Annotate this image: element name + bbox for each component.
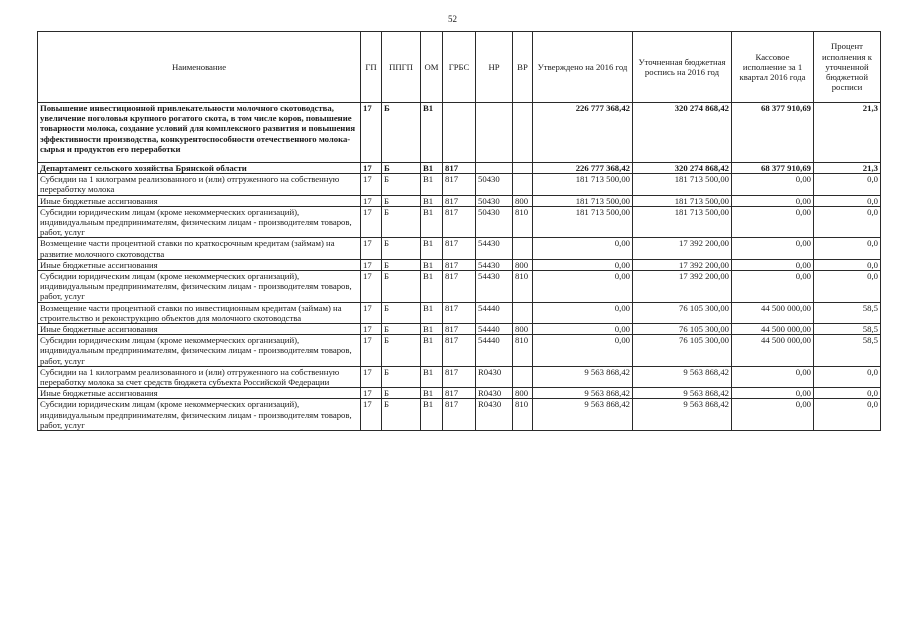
cell-gp: 17 xyxy=(361,206,382,238)
cell-percent: 0,0 xyxy=(814,195,881,206)
cell-refined: 76 105 300,00 xyxy=(633,324,732,335)
table-row xyxy=(38,238,881,259)
cell-vr xyxy=(513,163,533,174)
cell-vr: 800 xyxy=(513,388,533,399)
cell-percent: 0,0 xyxy=(814,388,881,399)
cell-percent: 0,0 xyxy=(814,399,881,431)
cell-refined: 9 563 868,42 xyxy=(633,399,732,431)
cell-vr xyxy=(513,238,533,259)
cell-percent: 0,0 xyxy=(814,206,881,238)
cell-refined: 76 105 300,00 xyxy=(633,302,732,323)
cell-vr: 800 xyxy=(513,324,533,335)
table-row xyxy=(38,103,881,163)
cell-gp: 17 xyxy=(361,271,382,303)
header-om: ОМ xyxy=(421,32,443,103)
table-row xyxy=(38,174,881,195)
cell-name: Повышение инвестиционной привлекательности молочного скотоводства, увеличение поголовья крупного рогатого скота, в том числе коров, повышение товарности молока, создание условий для комплексного развития и повышения эффективности производства, конкурентоспособности отечественного молока-сырья и продуктов его переработки xyxy=(38,103,361,163)
cell-vr: 810 xyxy=(513,335,533,367)
cell-om: В1 xyxy=(421,259,443,270)
cell-nr: R0430 xyxy=(476,399,513,431)
table-row xyxy=(38,163,881,174)
cell-cash: 68 377 910,69 xyxy=(732,103,814,163)
table-row xyxy=(38,206,881,238)
cell-cash: 68 377 910,69 xyxy=(732,163,814,174)
table-row xyxy=(38,259,881,270)
cell-om: В1 xyxy=(421,271,443,303)
cell-om: В1 xyxy=(421,163,443,174)
header-grbs: ГРБС xyxy=(443,32,476,103)
cell-grbs: 817 xyxy=(443,388,476,399)
cell-nr xyxy=(476,103,513,163)
cell-approved: 0,00 xyxy=(533,238,633,259)
cell-gp: 17 xyxy=(361,238,382,259)
cell-gp: 17 xyxy=(361,388,382,399)
cell-name: Субсидии на 1 килограмм реализованного и (или) отгруженного на собственную переработку молока xyxy=(38,174,361,195)
cell-grbs: 817 xyxy=(443,206,476,238)
cell-name: Возмещение части процентной ставки по краткосрочным кредитам (займам) на развитие молочного скотоводства xyxy=(38,238,361,259)
cell-grbs: 817 xyxy=(443,366,476,387)
cell-gp: 17 xyxy=(361,103,382,163)
cell-percent: 58,5 xyxy=(814,324,881,335)
cell-approved: 226 777 368,42 xyxy=(533,163,633,174)
cell-om: В1 xyxy=(421,302,443,323)
header-ppgp: ППГП xyxy=(382,32,421,103)
cell-approved: 9 563 868,42 xyxy=(533,399,633,431)
cell-om: В1 xyxy=(421,206,443,238)
cell-name: Субсидии юридическим лицам (кроме некоммерческих организаций), индивидуальным предпринимателям, физическим лицам - производителям товаров, работ, услуг xyxy=(38,335,361,367)
cell-percent: 0,0 xyxy=(814,238,881,259)
cell-approved: 0,00 xyxy=(533,271,633,303)
header-percent: Процент исполнения к уточненной бюджетной росписи xyxy=(814,32,881,103)
cell-cash: 0,00 xyxy=(732,174,814,195)
cell-refined: 181 713 500,00 xyxy=(633,206,732,238)
cell-grbs: 817 xyxy=(443,238,476,259)
cell-refined: 17 392 200,00 xyxy=(633,238,732,259)
cell-vr xyxy=(513,103,533,163)
table-row xyxy=(38,302,881,323)
cell-approved: 181 713 500,00 xyxy=(533,206,633,238)
cell-nr: 50430 xyxy=(476,174,513,195)
cell-percent: 0,0 xyxy=(814,174,881,195)
cell-gp: 17 xyxy=(361,324,382,335)
cell-percent: 0,0 xyxy=(814,366,881,387)
cell-cash: 0,00 xyxy=(732,195,814,206)
header-gp: ГП xyxy=(361,32,382,103)
cell-refined: 181 713 500,00 xyxy=(633,195,732,206)
table-row xyxy=(38,388,881,399)
cell-percent: 21,3 xyxy=(814,163,881,174)
cell-ppgp: Б xyxy=(382,163,421,174)
table-row xyxy=(38,324,881,335)
cell-grbs: 817 xyxy=(443,174,476,195)
table-body xyxy=(38,103,881,431)
cell-approved: 9 563 868,42 xyxy=(533,366,633,387)
cell-refined: 9 563 868,42 xyxy=(633,388,732,399)
cell-vr xyxy=(513,366,533,387)
cell-cash: 44 500 000,00 xyxy=(732,324,814,335)
cell-name: Иные бюджетные ассигнования xyxy=(38,259,361,270)
cell-cash: 0,00 xyxy=(732,259,814,270)
cell-name: Субсидии юридическим лицам (кроме некоммерческих организаций), индивидуальным предпринимателям, физическим лицам - производителям товаров, работ, услуг xyxy=(38,399,361,431)
table-row xyxy=(38,399,881,431)
cell-name: Иные бюджетные ассигнования xyxy=(38,388,361,399)
cell-vr: 810 xyxy=(513,271,533,303)
cell-ppgp: Б xyxy=(382,195,421,206)
table-header-row xyxy=(38,32,881,103)
cell-nr: 54440 xyxy=(476,302,513,323)
cell-name: Субсидии на 1 килограмм реализованного и (или) отгруженного на собственную переработку молока за счет средств бюджета субъекта Российской Федерации xyxy=(38,366,361,387)
table-row xyxy=(38,195,881,206)
cell-om: В1 xyxy=(421,103,443,163)
cell-cash: 44 500 000,00 xyxy=(732,335,814,367)
cell-nr: 50430 xyxy=(476,206,513,238)
cell-ppgp: Б xyxy=(382,335,421,367)
header-refined: Уточненная бюджетная роспись на 2016 год xyxy=(633,32,732,103)
cell-om: В1 xyxy=(421,366,443,387)
header-nr: НР xyxy=(476,32,513,103)
cell-om: В1 xyxy=(421,174,443,195)
cell-percent: 58,5 xyxy=(814,335,881,367)
cell-ppgp: Б xyxy=(382,388,421,399)
cell-approved: 181 713 500,00 xyxy=(533,174,633,195)
cell-ppgp: Б xyxy=(382,238,421,259)
cell-om: В1 xyxy=(421,335,443,367)
cell-approved: 226 777 368,42 xyxy=(533,103,633,163)
cell-name: Департамент сельского хозяйства Брянской области xyxy=(38,163,361,174)
cell-name: Возмещение части процентной ставки по инвестиционным кредитам (займам) на строительство и реконструкцию объектов для молочного скотоводства xyxy=(38,302,361,323)
cell-percent: 0,0 xyxy=(814,271,881,303)
cell-cash: 0,00 xyxy=(732,399,814,431)
table-row xyxy=(38,335,881,367)
cell-nr: 54430 xyxy=(476,271,513,303)
cell-approved: 9 563 868,42 xyxy=(533,388,633,399)
cell-name: Иные бюджетные ассигнования xyxy=(38,324,361,335)
cell-om: В1 xyxy=(421,324,443,335)
cell-grbs: 817 xyxy=(443,335,476,367)
cell-name: Субсидии юридическим лицам (кроме некоммерческих организаций), индивидуальным предпринимателям, физическим лицам - производителям товаров, работ, услуг xyxy=(38,206,361,238)
cell-gp: 17 xyxy=(361,174,382,195)
cell-ppgp: Б xyxy=(382,366,421,387)
cell-nr: R0430 xyxy=(476,366,513,387)
cell-refined: 9 563 868,42 xyxy=(633,366,732,387)
cell-approved: 0,00 xyxy=(533,324,633,335)
cell-nr: 50430 xyxy=(476,195,513,206)
cell-cash: 0,00 xyxy=(732,238,814,259)
cell-vr: 810 xyxy=(513,206,533,238)
cell-refined: 320 274 868,42 xyxy=(633,103,732,163)
cell-gp: 17 xyxy=(361,259,382,270)
cell-grbs: 817 xyxy=(443,302,476,323)
cell-cash: 0,00 xyxy=(732,206,814,238)
cell-ppgp: Б xyxy=(382,174,421,195)
cell-grbs: 817 xyxy=(443,271,476,303)
cell-vr: 810 xyxy=(513,399,533,431)
cell-refined: 181 713 500,00 xyxy=(633,174,732,195)
cell-approved: 0,00 xyxy=(533,302,633,323)
table-row xyxy=(38,271,881,303)
cell-om: В1 xyxy=(421,399,443,431)
cell-om: В1 xyxy=(421,238,443,259)
cell-gp: 17 xyxy=(361,195,382,206)
cell-approved: 181 713 500,00 xyxy=(533,195,633,206)
cell-ppgp: Б xyxy=(382,206,421,238)
cell-ppgp: Б xyxy=(382,302,421,323)
cell-nr: 54440 xyxy=(476,324,513,335)
cell-grbs: 817 xyxy=(443,195,476,206)
cell-grbs xyxy=(443,103,476,163)
cell-nr: 54440 xyxy=(476,335,513,367)
table-row xyxy=(38,366,881,387)
cell-grbs: 817 xyxy=(443,259,476,270)
cell-cash: 0,00 xyxy=(732,366,814,387)
cell-ppgp: Б xyxy=(382,324,421,335)
cell-gp: 17 xyxy=(361,163,382,174)
header-cash: Кассовое исполнение за 1 квартал 2016 года xyxy=(732,32,814,103)
cell-ppgp: Б xyxy=(382,271,421,303)
header-vr: ВР xyxy=(513,32,533,103)
cell-grbs: 817 xyxy=(443,399,476,431)
cell-percent: 21,3 xyxy=(814,103,881,163)
budget-table xyxy=(37,31,881,431)
header-name: Наименование xyxy=(38,32,361,103)
cell-nr: R0430 xyxy=(476,388,513,399)
cell-nr xyxy=(476,163,513,174)
cell-cash: 44 500 000,00 xyxy=(732,302,814,323)
cell-name: Субсидии юридическим лицам (кроме некоммерческих организаций), индивидуальным предпринимателям, физическим лицам - производителям товаров, работ, услуг xyxy=(38,271,361,303)
cell-refined: 17 392 200,00 xyxy=(633,271,732,303)
cell-approved: 0,00 xyxy=(533,335,633,367)
cell-om: В1 xyxy=(421,388,443,399)
page-number: 52 xyxy=(448,14,457,24)
cell-ppgp: Б xyxy=(382,399,421,431)
cell-gp: 17 xyxy=(361,335,382,367)
cell-ppgp: Б xyxy=(382,103,421,163)
cell-grbs: 817 xyxy=(443,163,476,174)
cell-vr xyxy=(513,174,533,195)
header-approved: Утверждено на 2016 год xyxy=(533,32,633,103)
cell-refined: 76 105 300,00 xyxy=(633,335,732,367)
cell-grbs: 817 xyxy=(443,324,476,335)
cell-ppgp: Б xyxy=(382,259,421,270)
cell-nr: 54430 xyxy=(476,259,513,270)
cell-gp: 17 xyxy=(361,302,382,323)
cell-percent: 0,0 xyxy=(814,259,881,270)
cell-percent: 58,5 xyxy=(814,302,881,323)
cell-approved: 0,00 xyxy=(533,259,633,270)
cell-cash: 0,00 xyxy=(732,388,814,399)
cell-cash: 0,00 xyxy=(732,271,814,303)
cell-gp: 17 xyxy=(361,399,382,431)
cell-vr: 800 xyxy=(513,259,533,270)
cell-om: В1 xyxy=(421,195,443,206)
cell-vr xyxy=(513,302,533,323)
cell-name: Иные бюджетные ассигнования xyxy=(38,195,361,206)
cell-gp: 17 xyxy=(361,366,382,387)
cell-nr: 54430 xyxy=(476,238,513,259)
cell-vr: 800 xyxy=(513,195,533,206)
cell-refined: 17 392 200,00 xyxy=(633,259,732,270)
cell-refined: 320 274 868,42 xyxy=(633,163,732,174)
